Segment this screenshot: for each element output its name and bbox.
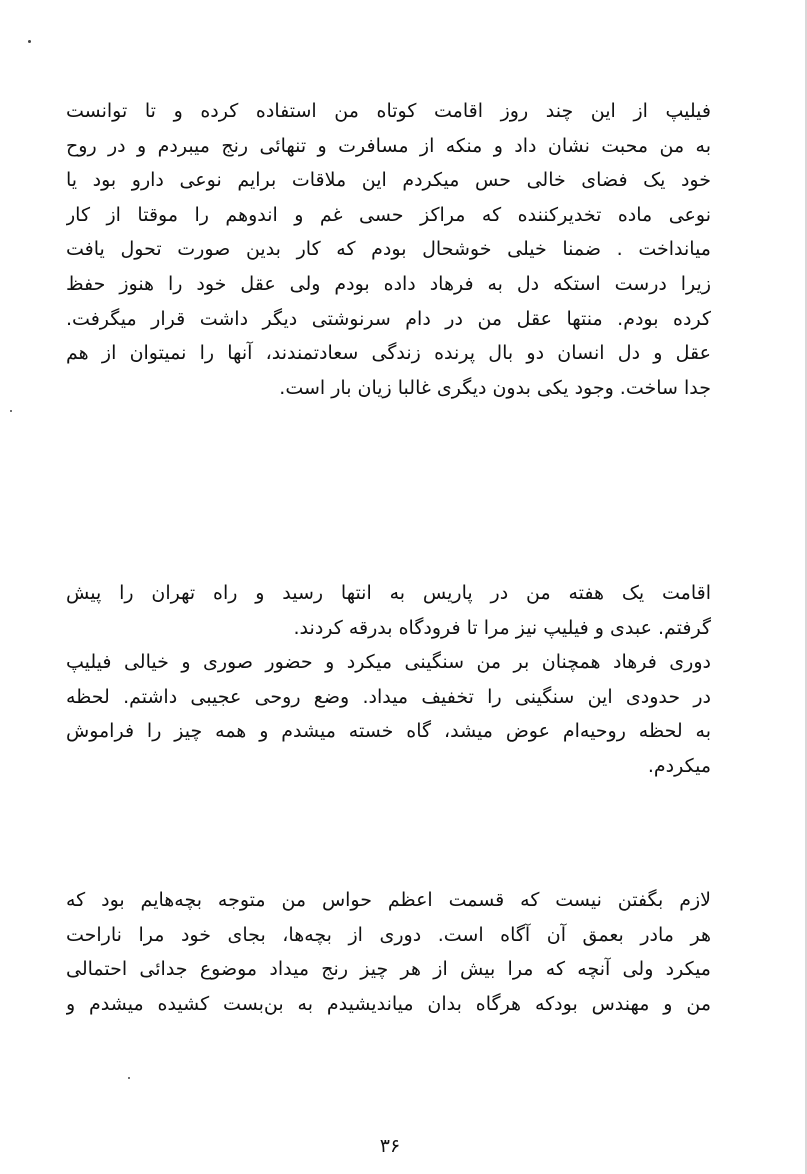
paragraph-3 — [66, 883, 711, 1021]
text-line: به لحظه روحیه‌ام عوض میشد، گاه خسته میشدم و همه چیز را فراموش — [66, 720, 711, 743]
paragraph-2 — [66, 576, 711, 784]
text-line: عقل و دل انسان دو بال پرنده زندگی سعادتمندند، آنها را نمیتوان از هم — [66, 342, 711, 365]
text-line: فیلیپ از این چند روز اقامت کوتاه من استفاده کرده و تا توانست — [66, 100, 711, 122]
text-line: در حدودی این سنگینی را تخفیف میداد. وضع روحی عجیبی داشتم. لحظه — [66, 685, 711, 708]
text-line: هر مادر بعمق آن آگاه است. دوری از بچه‌ها، بجای خود مرا ناراحت — [66, 923, 711, 946]
text-line: لازم بگفتن نیست که قسمت اعظم حواس من متوجه بچه‌هایم بود که — [66, 889, 711, 911]
text-line: جدا ساخت. وجود یکی بدون دیگری غالبا زیان بار است. — [279, 376, 711, 399]
text-line: اقامت یک هفته من در پاریس به انتها رسید و راه تهران را پیش — [66, 582, 711, 604]
scan-speck — [10, 410, 12, 412]
text-line: خود یک فضای خالی حس میکردم این ملاقات برایم نوعی دارو بود یا — [66, 169, 711, 192]
text-line: زیرا درست استکه دل به فرهاد داده بودم ولی عقل خود را هنوز حفظ — [66, 272, 711, 295]
text-line: به من محبت نشان داد و منکه از مسافرت و تنهائی رنج میبردم و در روح — [66, 134, 711, 157]
text-line: دوری فرهاد همچنان بر من سنگینی میکرد و حضور صوری و خیالی فیلیپ — [66, 651, 711, 674]
page-number: ۳۶ — [379, 1135, 401, 1157]
text-line: من و مهندس بودکه هرگاه بدان میاندیشیدم به بن‌بست کشیده میشدم و — [66, 992, 711, 1015]
text-line: گرفتم. عبدی و فیلیپ نیز مرا تا فرودگاه بدرقه کردند. — [293, 616, 711, 639]
text-line: میکردم. — [647, 754, 711, 777]
text-line: میانداخت . ضمنا خیلی خوشحال بودم که کار بدین صورت تحول یافت — [66, 238, 711, 261]
text-line: میکرد ولی آنچه که مرا بیش از هر چیز رنج میداد موضوع جدائی احتمالی — [66, 958, 711, 981]
paragraph-1 — [66, 94, 711, 405]
text-line: نوعی ماده تخدیرکننده که مراکز حسی غم و اندوهم را موقتا از کار — [66, 203, 711, 226]
text-line: کرده بودم. منتها عقل من در دام سرنوشتی دیگر داشت قرار میگرفت. — [66, 307, 711, 330]
scan-speck — [128, 1077, 130, 1079]
scan-speck — [28, 40, 31, 43]
